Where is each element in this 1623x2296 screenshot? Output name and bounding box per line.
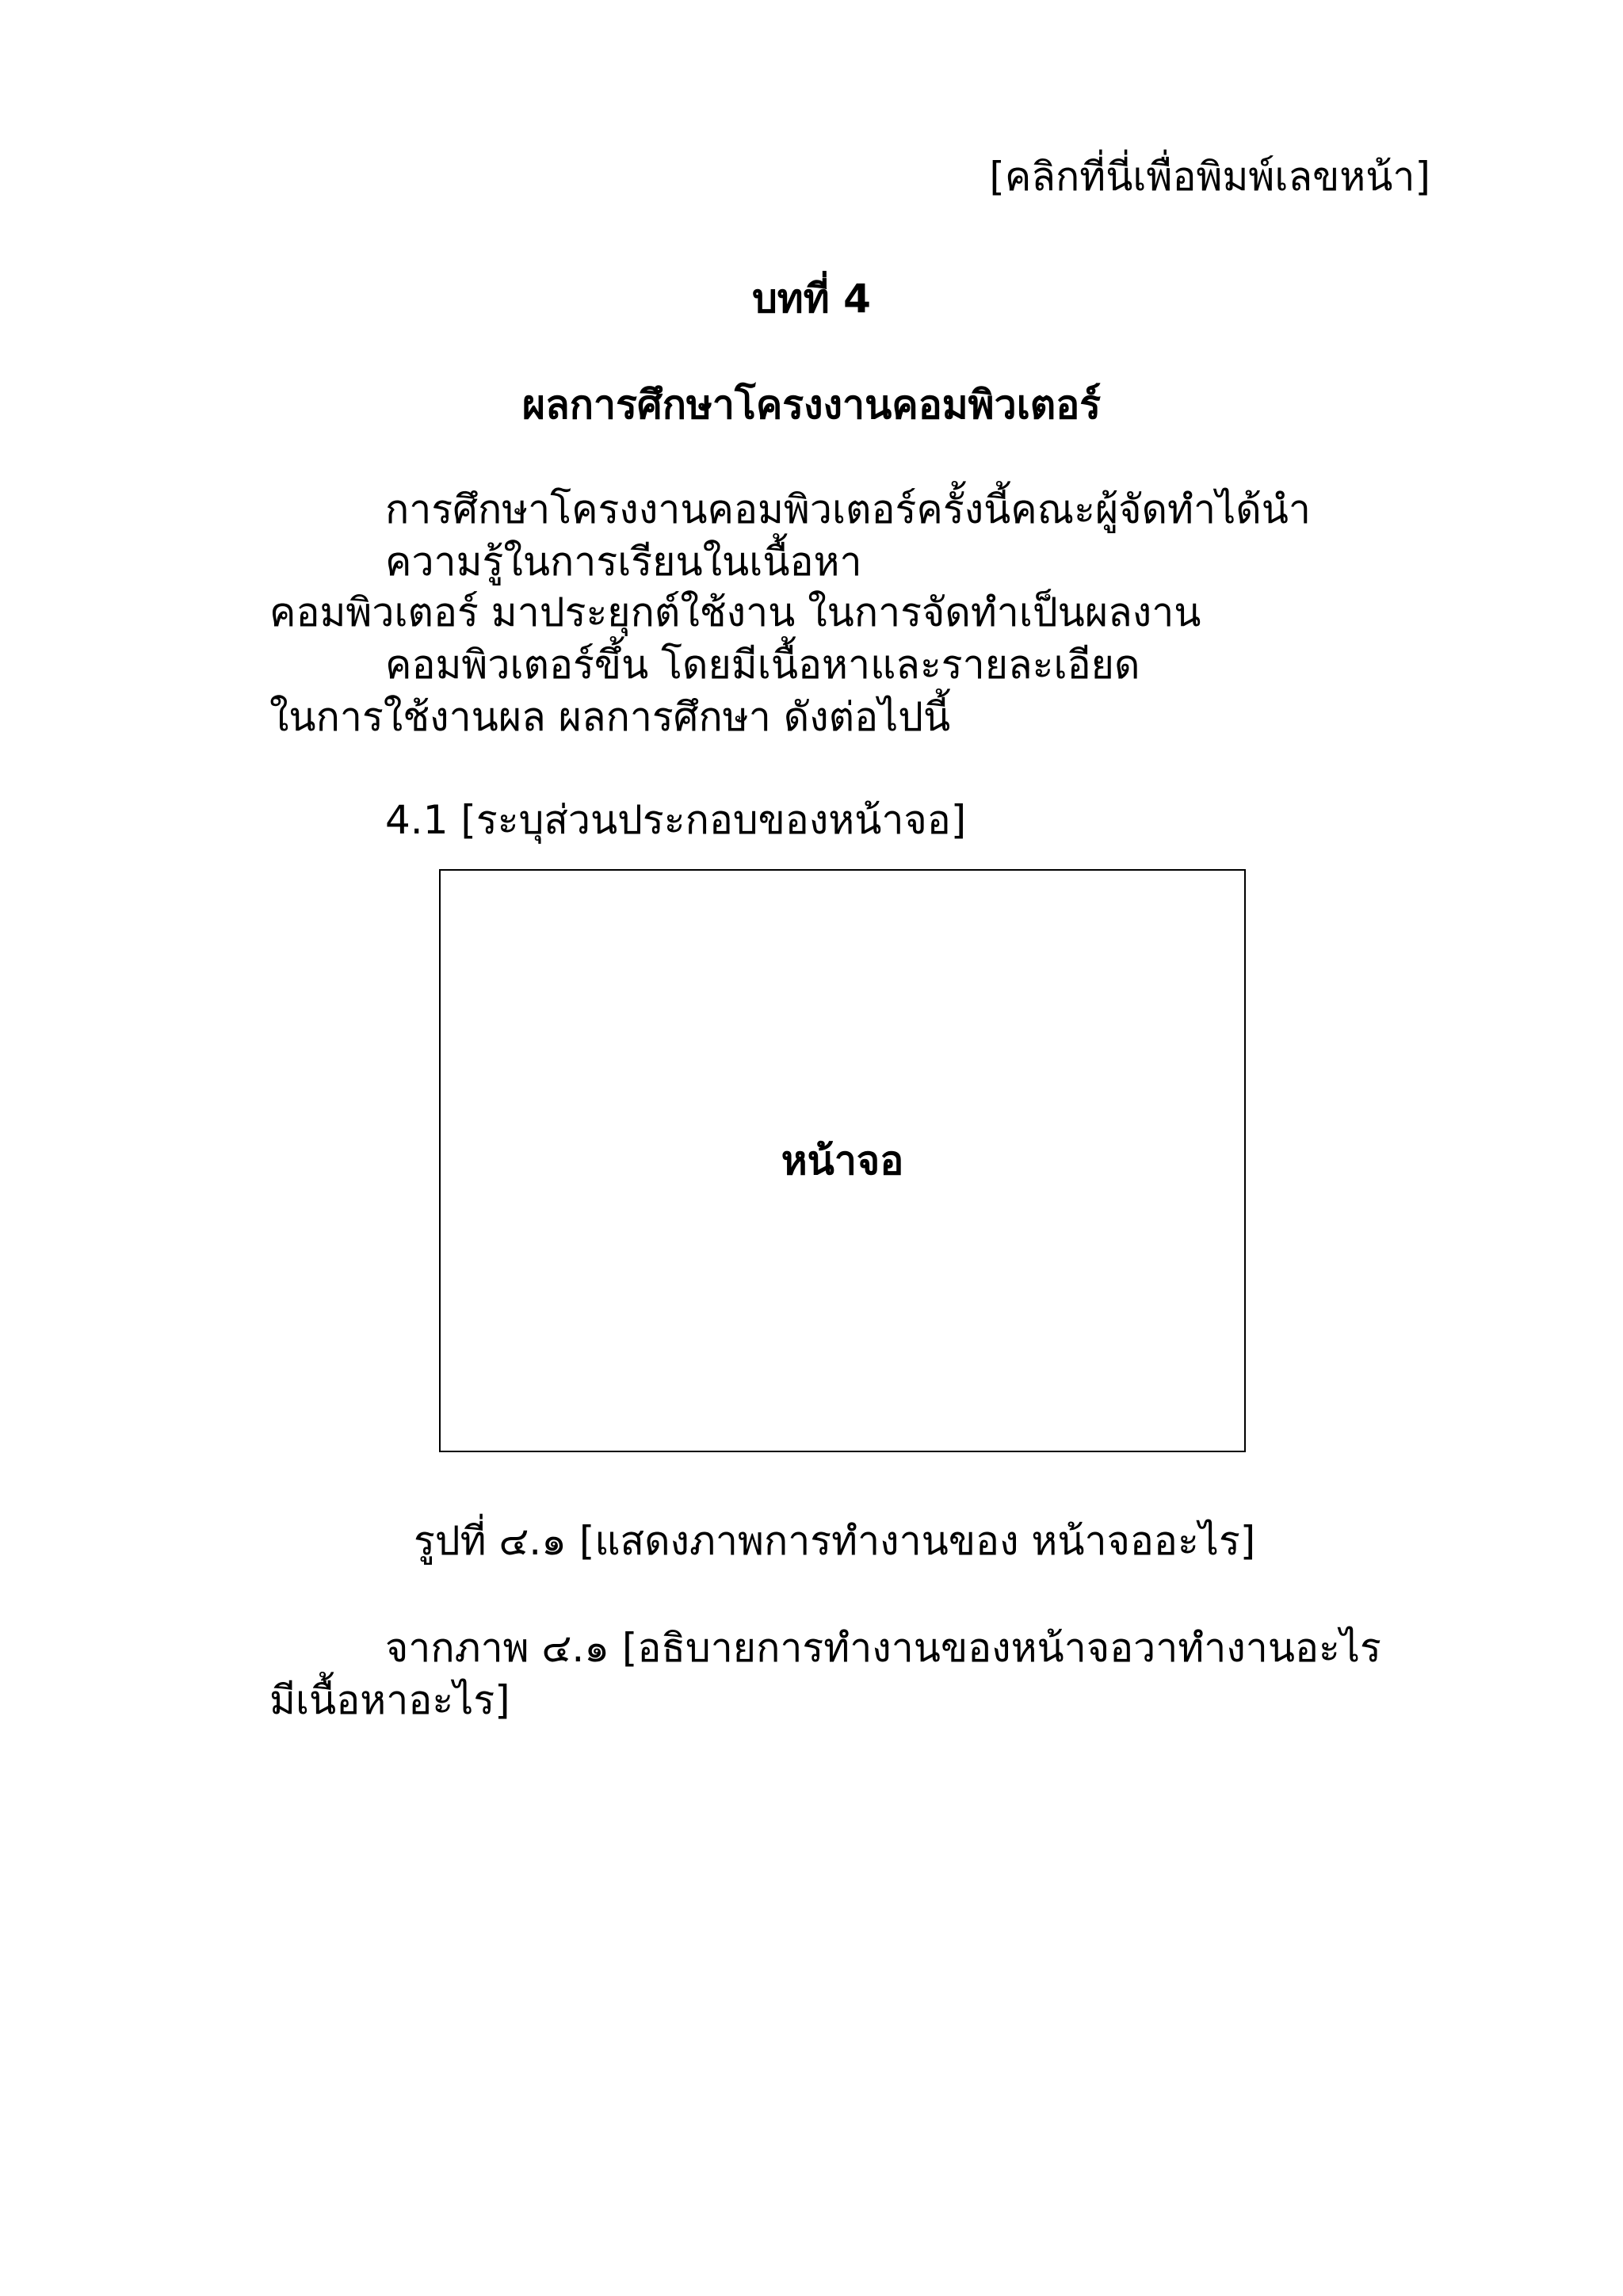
screen-label: หน้าจอ — [781, 1138, 904, 1184]
chapter-number: บทที่ 4 — [752, 276, 871, 322]
chapter-title: ผลการศึกษาโครงงานคอมพิวเตอร์ — [521, 382, 1102, 428]
screen-placeholder-box — [439, 869, 1246, 1452]
intro-line-2: ความรู้ในการเรียนในเนื้อหา — [385, 539, 862, 585]
page-number-placeholder[interactable]: [คลิกที่นี่เพื่อพิมพ์เลขหน้า] — [989, 154, 1430, 200]
explanation-line-2: มีเนื้อหาอะไร] — [269, 1677, 510, 1723]
explanation-line-1: จากภาพ ๔.๑ [อธิบายการทำงานของหน้าจอวาทำงานอะไร — [385, 1625, 1381, 1671]
intro-line-5: ในการใช้งานผล ผลการศึกษา ดังต่อไปนี้ — [269, 694, 951, 740]
figure-caption: รูปที่ ๔.๑ [แสดงภาพการทำงานของ หน้าจออะไร] — [414, 1518, 1256, 1564]
intro-line-4: คอมพิวเตอร์ขึ้น โดยมีเนื้อหาและรายละเอียด — [385, 642, 1140, 688]
intro-line-1: การศึกษาโครงงานคอมพิวเตอร์ครั้งนี้คณะผู้จัดทำได้นำ — [385, 486, 1311, 532]
intro-line-3: คอมพิวเตอร์ มาประยุกต์ใช้งาน ในการจัดทำเป็นผลงาน — [269, 589, 1201, 635]
section-heading: 4.1 [ระบุส่วนประกอบของหน้าจอ] — [385, 797, 967, 843]
